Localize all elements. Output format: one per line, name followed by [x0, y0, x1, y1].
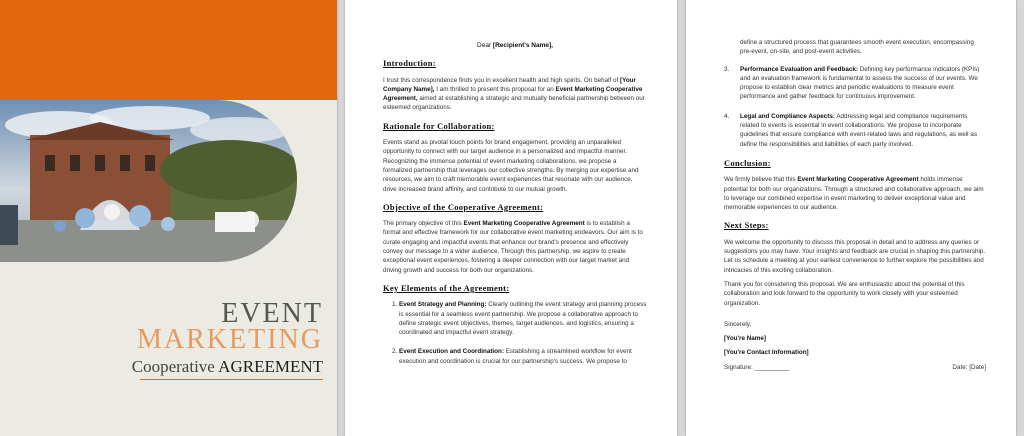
- letter-page-1: [345, 0, 677, 436]
- introduction-heading: Introduction:: [383, 58, 436, 69]
- conclusion-paragraph: We firmly believe that this Event Marketing Cooperative Agreement holds immense potential for both our organizations. Through a structured and collaborative approach, we aim to leverage our combined expertise in event marketing to deliver exceptional value and memorable experiences to our audience.: [724, 176, 984, 212]
- recipient-name: [Recipient's Name],: [492, 42, 553, 49]
- cover-title-event: EVENT: [221, 298, 323, 329]
- date-field: Date: [Date]: [952, 363, 986, 371]
- conclusion-heading: Conclusion:: [724, 157, 771, 168]
- sender-contact: [You're Contact Information]: [724, 349, 809, 357]
- list-item: 2. Event Execution and Coordination: Establishing a streamlined workflow for event execution and coordination is crucial for our partnership's success. We propose to: [399, 347, 647, 366]
- thank-you-paragraph: Thank you for considering this proposal. We are enthusiastic about the potential of this collaboration and look forward to the opportunity to work closely with your esteemed organization.: [724, 280, 965, 307]
- cover-photo: [0, 100, 297, 262]
- introduction-paragraph: I trust this correspondence finds you in excellent health and high spirits. On behalf of [Your Company Name], I am thrilled to present this proposal for an Event Marketing Cooperative Agreement, aimed at establishing a strategic and mutually beneficial partnership between our esteemed organizations.: [383, 76, 645, 112]
- sender-name: [You're Name]: [724, 335, 766, 343]
- list-item: 3. Performance Evaluation and Feedback: Defining key performance indicators (KPIs) and an evaluation framework is fundamental to assess the success of our events. We propose to establish clear metrics and periodic evaluations to measure event performance and gather feedback for continuous improvement.: [724, 65, 980, 101]
- cover-title-marketing: MARKETING: [137, 324, 323, 355]
- key-elements-list: [383, 300, 647, 366]
- next-steps-paragraph: We welcome the opportunity to discuss this proposal in detail and to address any queries or suggestions you may have. Your insights and feedback are crucial in shaping this partnership. Let us schedule a meeting at your earliest convenience to further explore the possibilities and intricacies of this exciting collaboration.: [724, 238, 986, 274]
- cover-page: [0, 0, 337, 436]
- closing: Sincerely,: [724, 320, 752, 328]
- rationale-paragraph: Events stand as pivotal touch points for brand engagement, providing an unparalleled opportunity to connect with our target audience in a personalized and impactful manner. Recognizing the immense potential of event marketing collaborations, we propose a formalized partnership that leverages our collective strengths. By merging our expertise and resources, we aim to craft memorable event experiences that resonate with our audience, drive increased brand affinity, and contribute to our mutual growth.: [383, 139, 639, 193]
- salutation: [383, 41, 647, 50]
- list-item: 4. Legal and Compliance Aspects: Addressing legal and compliance requirements related to events is essential in event collaborations. We propose to incorporate guidelines that ensure compliance with event-related laws and regulations, as well as define the responsibilities and liabilities of each party involved.: [724, 112, 977, 148]
- salutation-prefix: Dear: [477, 42, 492, 49]
- continued-paragraph: define a structured process that guarantees smooth event execution, encompassing pre-event, on-site, and post-event activities.: [740, 39, 974, 56]
- signature-line: Signature: __________: [724, 363, 790, 371]
- objective-heading: Objective of the Cooperative Agreement:: [383, 201, 544, 212]
- cover-subtitle: [132, 357, 323, 377]
- cover-subtitle-cooperative: Cooperative: [131, 357, 215, 376]
- key-elements-heading: Key Elements of the Agreement:: [383, 282, 510, 293]
- cover-divider: [140, 379, 323, 380]
- cover-orange-band: [0, 0, 337, 100]
- signature-row: [724, 363, 986, 372]
- cover-subtitle-agreement: AGREEMENT: [218, 357, 323, 376]
- next-steps-heading: Next Steps:: [724, 220, 769, 231]
- objective-paragraph: The primary objective of this Event Marketing Cooperative Agreement is to establish a formal and effective framework for our collaborative event marketing endeavors. Our aim is to curate engaging and impactful events that enhance our brand's presence and effectively convey our message to a wider audience. Through this partnership, we aspire to create exceptional event experiences, fostering a deeper connection with our target market and driving growth and success for both our organizations.: [383, 220, 643, 274]
- key-elements-list-continued: [724, 65, 986, 149]
- letter-page-2: [686, 0, 1016, 436]
- event-venue-image: [0, 100, 297, 262]
- rationale-heading: Rationale for Collaboration:: [383, 120, 495, 131]
- list-item: 1. Event Strategy and Planning: Clearly outlining the event strategy and planning process is essential for a seamless event partnership. We propose a collaborative approach to define strategic event objectives, themes, target audiences, and logistics, ensuring a coordinated and impactful event strategy.: [399, 300, 647, 337]
